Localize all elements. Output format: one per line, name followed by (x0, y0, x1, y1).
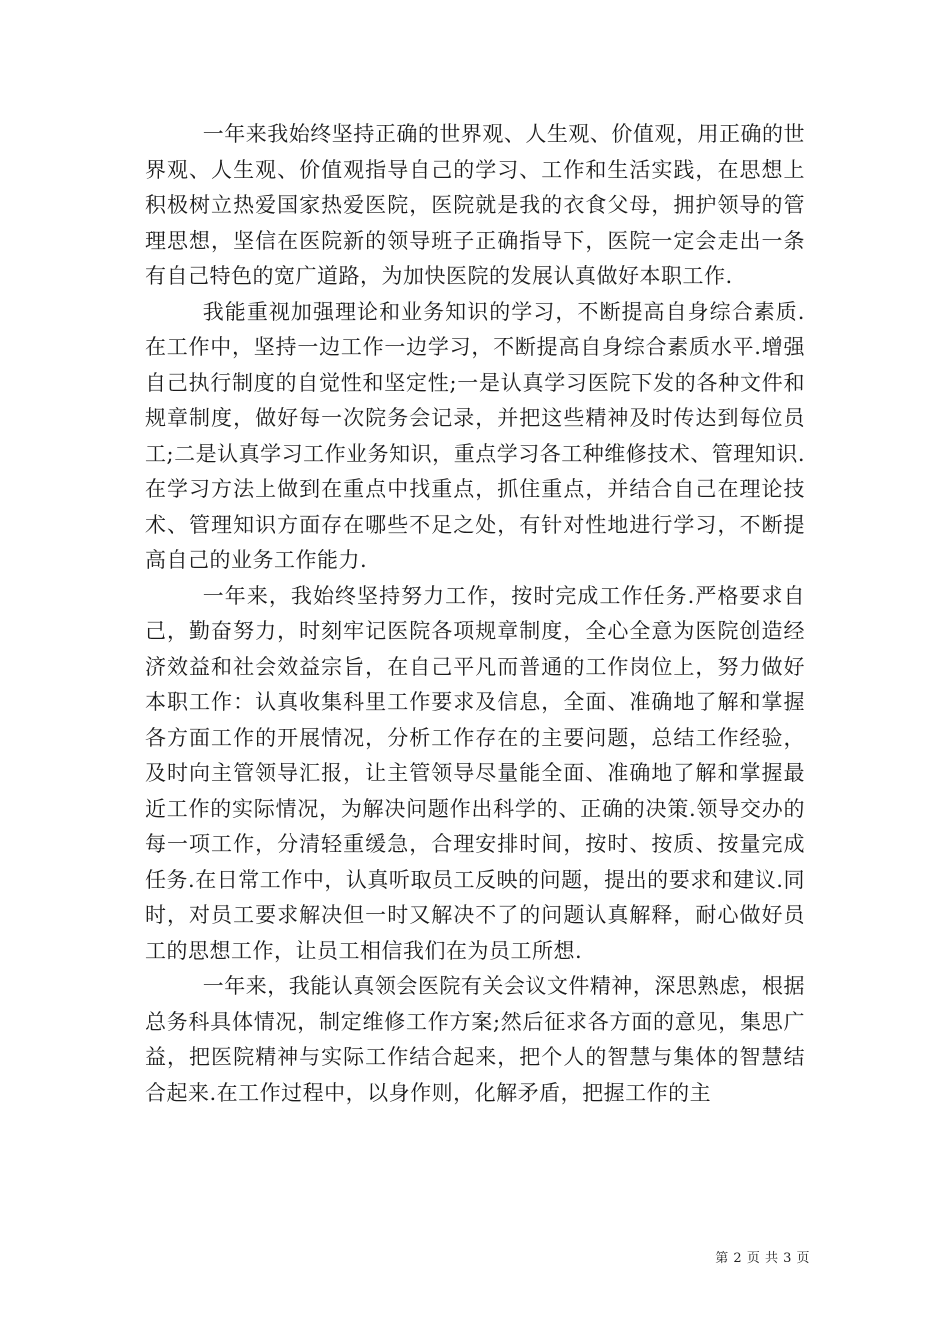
page-number: 第 2 页 共 3 页 (715, 1251, 810, 1266)
paragraph-3: 一年来，我始终坚持努力工作，按时完成工作任务.严格要求自己，勤奋努力，时刻牢记医院各项规章制度，全心全意为医院创造经济效益和社会效益宗旨，在自己平凡而普通的工作岗位上，努力做好本职工作：认真收集科里工作要求及信息，全面、准确地了解和掌握各方面工作的开展情况，分析工作存在的主要问题，总结工作经验，及时向主管领导汇报，让主管领导尽量能全面、准确地了解和掌握最近工作的实际情况，为解决问题作出科学的、正确的决策.领导交办的每一项工作，分清轻重缓急，合理安排时间，按时、按质、按量完成任务.在日常工作中，认真听取员工反映的问题，提出的要求和建议.同时，对员工要求解决但一时又解决不了的问题认真解释，耐心做好员工的思想工作，让员工相信我们在为员工所想. (145, 583, 805, 963)
paragraph-1: 一年来我始终坚持正确的世界观、人生观、价值观，用正确的世界观、人生观、价值观指导自己的学习、工作和生活实践，在思想上积极树立热爱国家热爱医院，医院就是我的衣食父母，拥护领导的管理思想，坚信在医院新的领导班子正确指导下，医院一定会走出一条有自己特色的宽广道路，为加快医院的发展认真做好本职工作. (145, 122, 805, 288)
paragraph-2: 我能重视加强理论和业务知识的学习，不断提高自身综合素质.在工作中，坚持一边工作一边学习，不断提高自身综合素质水平.增强自己执行制度的自觉性和坚定性;一是认真学习医院下发的各种文件和规章制度，做好每一次院务会记录，并把这些精神及时传达到每位员工;二是认真学习工作业务知识，重点学习各工种维修技术、管理知识.在学习方法上做到在重点中找重点，抓住重点，并结合自己在理论技术、管理知识方面存在哪些不足之处，有针对性地进行学习，不断提高自己的业务工作能力. (145, 299, 805, 572)
document-body (145, 117, 805, 1111)
paragraph-4: 一年来，我能认真领会医院有关会议文件精神，深思熟虑，根据总务科具体情况，制定维修工作方案;然后征求各方面的意见，集思广益，把医院精神与实际工作结合起来，把个人的智慧与集体的智慧结合起来.在工作过程中，以身作则，化解矛盾，把握工作的主 (145, 974, 805, 1105)
